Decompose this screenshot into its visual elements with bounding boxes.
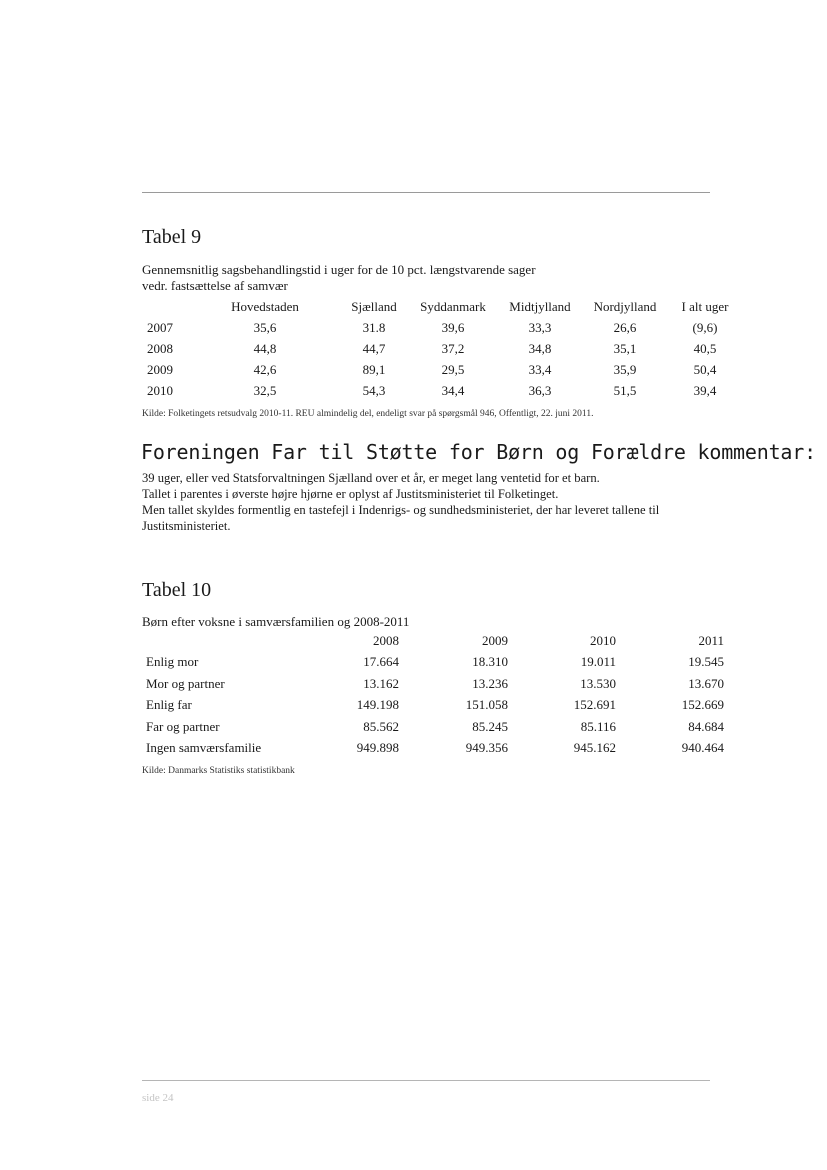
page-number: side 24	[142, 1092, 174, 1104]
row-label: 2007	[147, 319, 173, 335]
table-cell: 85.245	[472, 718, 508, 734]
comment-line: Tallet i parentes i øverste højre hjørne er oplyst af Justitsministeriet til Folketinget.	[142, 487, 559, 501]
table-cell: 31.8	[362, 319, 386, 335]
table9-header-row	[147, 296, 743, 317]
table-cell: 35,9	[613, 361, 637, 377]
table-cell: 35,6	[253, 319, 277, 335]
comment-line: Men tallet skyldes formentlig en tastefejl i Indenrigs- og sundhedsministeriet, der har leveret tallene til Justitsministeriet.	[142, 503, 660, 533]
table-cell: 36,3	[528, 382, 552, 398]
top-divider	[142, 192, 710, 193]
table-cell: 39,4	[693, 382, 717, 398]
table10-header-cell: 2010	[590, 632, 616, 648]
table-cell: 32,5	[253, 382, 277, 398]
table9-header-cell: Sjælland	[351, 298, 397, 314]
table10	[146, 630, 724, 759]
table-cell: 19.545	[688, 654, 724, 670]
table-cell: 151.058	[465, 697, 508, 713]
table-cell: 51,5	[613, 382, 637, 398]
table-row	[146, 695, 724, 717]
table-cell: 940.464	[681, 740, 724, 756]
table-cell: 85.562	[363, 718, 399, 734]
comment-line: 39 uger, eller ved Statsforvaltningen Sjælland over et år, er meget lang ventetid for et barn.	[142, 471, 600, 485]
table10-caption: Børn efter voksne i samværsfamilien og 2008-2011	[142, 614, 410, 629]
table-row	[146, 652, 724, 674]
table-cell: 54,3	[362, 382, 386, 398]
table10-header-cell	[146, 630, 292, 652]
table9-caption-line2: vedr. fastsættelse af samvær	[142, 278, 288, 293]
row-label: Far og partner	[146, 718, 220, 734]
row-label: Enlig far	[146, 697, 192, 713]
table-cell: (9,6)	[692, 319, 718, 335]
row-label: 2010	[147, 382, 173, 398]
table-row	[146, 716, 724, 738]
table-cell: 13.162	[363, 675, 399, 691]
table-cell: 13.530	[580, 675, 616, 691]
table-cell: 17.664	[363, 654, 399, 670]
table9-header-cell	[147, 296, 191, 317]
bottom-divider	[142, 1080, 710, 1081]
table9	[147, 296, 743, 401]
table9-header-cell: Nordjylland	[593, 298, 657, 314]
table9-caption-line1: Gennemsnitlig sagsbehandlingstid i uger for de 10 pct. længstvarende sager	[142, 262, 536, 277]
table9-source: Kilde: Folketingets retsudvalg 2010-11. REU almindelig del, endeligt svar på spørgsmål 946, Offentligt, 22. juni 2011.	[142, 409, 594, 419]
table-cell: 50,4	[693, 361, 717, 377]
table-cell: 34,4	[441, 382, 465, 398]
table-row	[147, 380, 743, 401]
row-label: Enlig mor	[146, 654, 199, 670]
table-cell: 949.356	[465, 740, 508, 756]
table-row	[146, 673, 724, 695]
table10-header-row	[146, 630, 724, 652]
table-cell: 33,4	[528, 361, 552, 377]
table10-header-cell: 2011	[698, 632, 724, 648]
table-cell: 152.669	[681, 697, 724, 713]
table-cell: 18.310	[472, 654, 508, 670]
row-label: 2008	[147, 340, 173, 356]
table-cell: 34,8	[528, 340, 552, 356]
table-cell: 152.691	[573, 697, 616, 713]
row-label: 2009	[147, 361, 173, 377]
table-row	[146, 738, 724, 760]
table-cell: 35,1	[613, 340, 637, 356]
table9-header-cell: Hovedstaden	[231, 298, 299, 314]
table-cell: 13.670	[688, 675, 724, 691]
table-cell: 33,3	[528, 319, 552, 335]
table-cell: 149.198	[356, 697, 399, 713]
table-cell: 13.236	[472, 675, 508, 691]
table-cell: 89,1	[362, 361, 386, 377]
table-cell: 85.116	[580, 718, 616, 734]
table10-source: Kilde: Danmarks Statistiks statistikbank	[142, 766, 295, 776]
table-row	[147, 359, 743, 380]
table-cell: 19.011	[580, 654, 616, 670]
row-label: Ingen samværsfamilie	[146, 740, 262, 756]
table9-header-cell: Midtjylland	[509, 298, 571, 314]
table-cell: 44,8	[253, 340, 277, 356]
table-cell: 84.684	[688, 718, 724, 734]
table10-header-cell: 2008	[373, 632, 399, 648]
table9-title: Tabel 9	[142, 226, 202, 248]
table-cell: 26,6	[613, 319, 637, 335]
table-cell: 42,6	[253, 361, 277, 377]
table9-header-cell: I alt uger	[681, 298, 729, 314]
table10-title: Tabel 10	[142, 579, 212, 601]
comment-body	[142, 470, 712, 534]
table-cell: 39,6	[441, 319, 465, 335]
table9-header-cell: Syddanmark	[420, 298, 486, 314]
table-cell: 40,5	[693, 340, 717, 356]
table-cell: 37,2	[441, 340, 465, 356]
table-cell: 949.898	[356, 740, 399, 756]
table10-header-cell: 2009	[482, 632, 508, 648]
table-cell: 44,7	[362, 340, 386, 356]
table-row	[147, 338, 743, 359]
table-row	[147, 317, 743, 338]
comment-heading: Foreningen Far til Støtte for Børn og Forældre kommentar:	[141, 440, 816, 464]
row-label: Mor og partner	[146, 675, 225, 691]
table-cell: 29,5	[441, 361, 465, 377]
table-cell: 945.162	[573, 740, 616, 756]
